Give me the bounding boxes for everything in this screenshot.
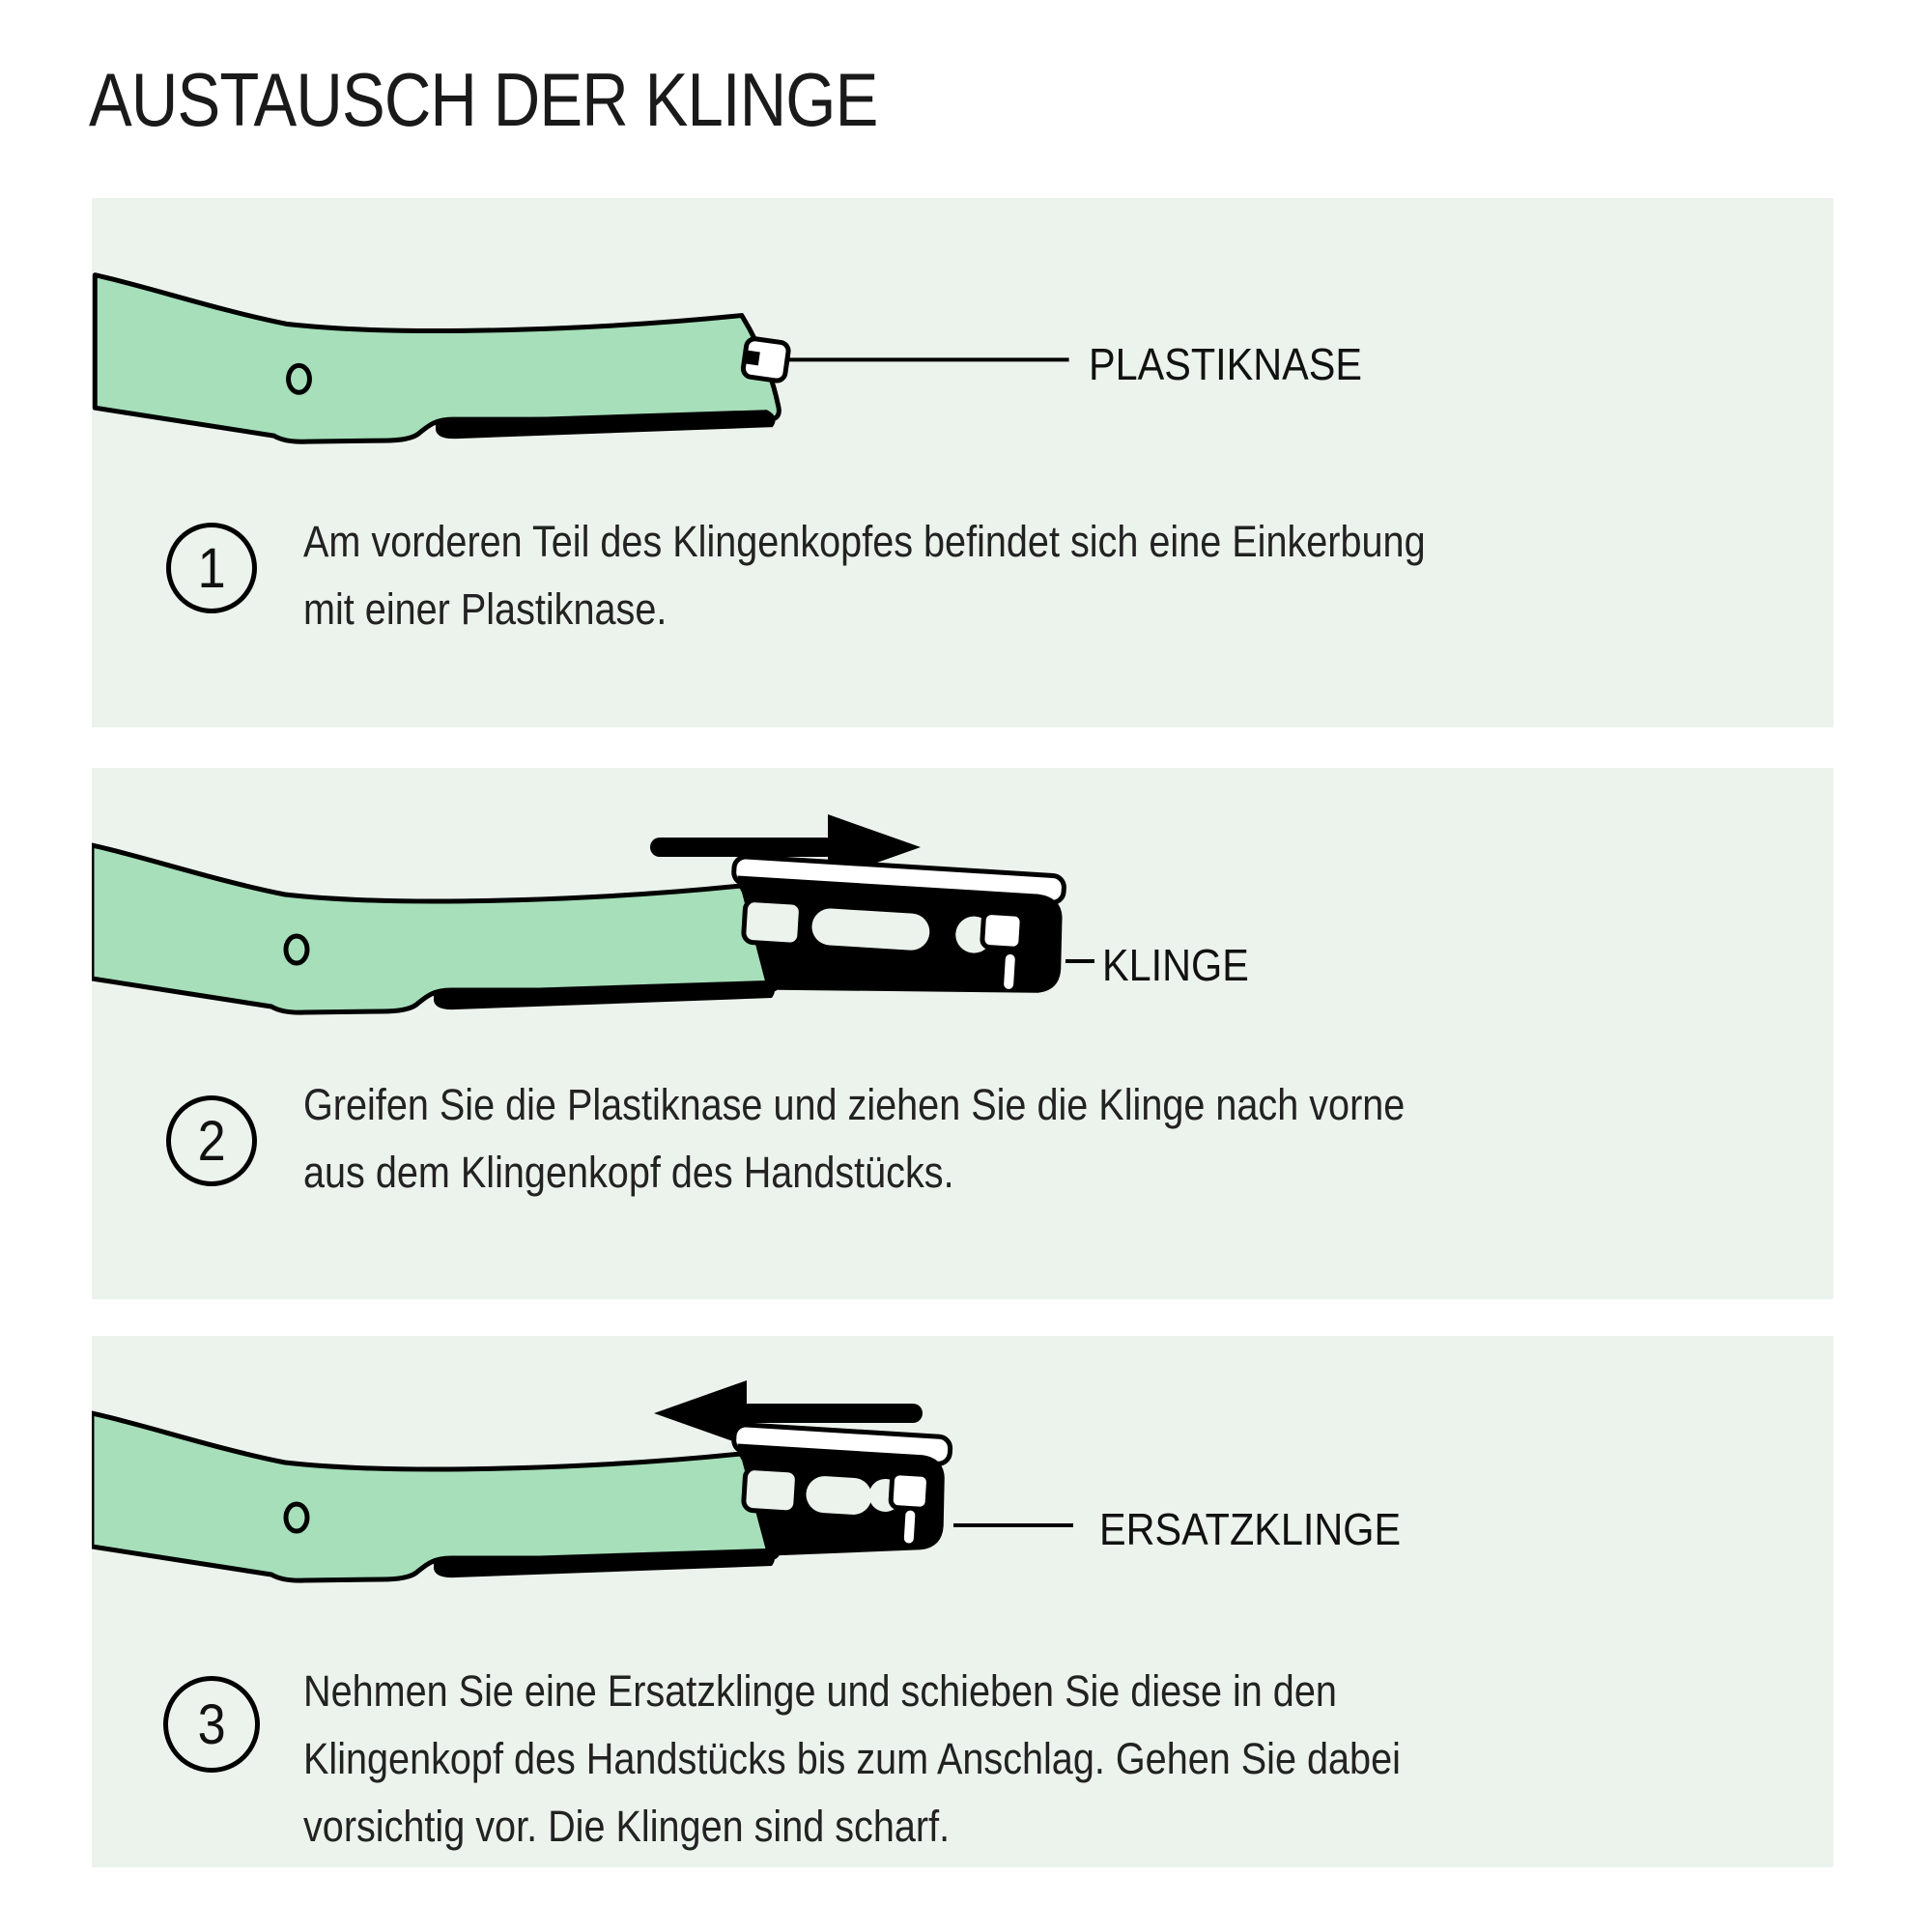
step-3-line-3: vorsichtig vor. Die Klingen sind scharf. (303, 1802, 951, 1851)
step-3-badge (163, 1676, 260, 1773)
step-1-badge (166, 523, 257, 613)
blade-slot (810, 907, 930, 951)
step-2-line-1: Greifen Sie die Plastiknase und ziehen Sie die Klinge nach vorne (303, 1080, 1406, 1129)
step-1-line-2: mit einer Plastiknase. (303, 584, 668, 634)
handle-illustration-step-2 (92, 768, 1833, 1299)
blade (726, 856, 1066, 1008)
panel-step-2 (92, 768, 1833, 1299)
part-label-ersatzklinge: ERSATZKLINGE (1099, 1504, 1402, 1554)
panel-step-1 (92, 198, 1833, 727)
part-label-klinge: KLINGE (1102, 940, 1249, 990)
step-3-number: 3 (197, 1692, 226, 1756)
step-2-number: 2 (197, 1109, 226, 1173)
step-2-badge (166, 1095, 257, 1186)
step-1-number: 1 (197, 536, 226, 600)
step-1-text (303, 508, 1578, 643)
step-3-line-2: Klingenkopf des Handstücks bis zum Anschlag. Gehen Sie dabei (303, 1734, 1401, 1783)
page-title (89, 56, 1006, 144)
part-label-plastiknase: PLASTIKNASE (1089, 339, 1363, 389)
page-title-text: AUSTAUSCH DER KLINGE (89, 57, 878, 142)
blade-notch (743, 899, 802, 945)
panel-step-3 (92, 1336, 1833, 1867)
blade-slot (805, 1475, 872, 1516)
handle-illustration-step-1 (92, 198, 1833, 727)
nose-notch (744, 350, 760, 365)
step-1-line-1: Am vorderen Teil des Klingenkopfes befindet sich eine Einkerbung (303, 517, 1426, 566)
plastic-nose-tab (981, 912, 1022, 949)
nose-leg (904, 1510, 916, 1544)
step-3-text (303, 1658, 1550, 1861)
blade-notch (743, 1467, 798, 1513)
step-2-line-2: aus dem Klingenkopf des Handstücks. (303, 1148, 954, 1197)
plastic-nose (742, 338, 789, 383)
step-2-text (303, 1071, 1555, 1207)
plastic-nose-tab (891, 1472, 929, 1509)
step-3-line-1: Nehmen Sie eine Ersatzklinge und schieben Sie diese in den (303, 1666, 1337, 1716)
